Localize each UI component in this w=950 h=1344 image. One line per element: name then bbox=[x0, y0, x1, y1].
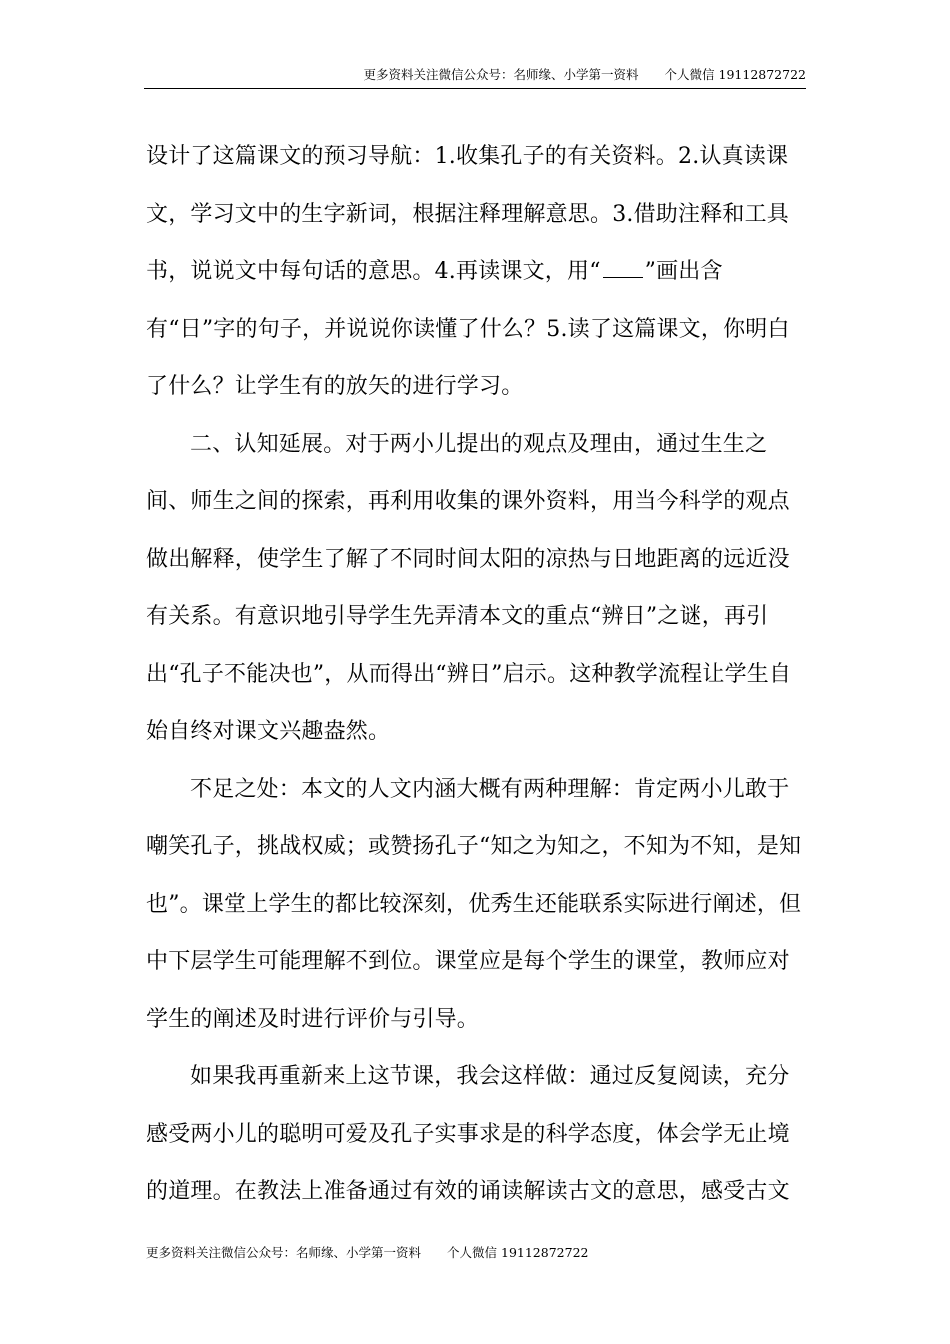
footer-contact-text: 个人微信 19112872722 bbox=[447, 1245, 589, 1260]
paragraph-cognitive-extension: 二、认知延展。对于两小儿提出的观点及理由，通过生生之间、师生之间的探索，再利用收集的课外资料，用当今科学的观点做出解释，使学生了解了不同时间太阳的凉热与日地距离的远近没有关系。有意识地引导学生先弄清本文的重点“辨日”之谜，再引出“孔子不能决也”，从而得出“辨日”启示。这种教学流程让学生自始自终对课文兴趣盎然。 bbox=[146, 431, 792, 744]
underline-blank bbox=[603, 259, 643, 278]
header-source-text: 更多资料关注微信公众号：名师缘、小学第一资料 bbox=[363, 67, 639, 82]
page-footer bbox=[146, 1244, 588, 1262]
paragraph-preview-guide bbox=[146, 128, 808, 416]
paragraph-preview-guide-part-2: ”画出含有“日”字的句子，并说说你读懂了什么？5.读了这篇课文，你明白了什么？让学生有的放矢的进行学习。 bbox=[146, 259, 790, 399]
paragraph-shortcomings: 不足之处：本文的人文内涵大概有两种理解：肯定两小儿敢于嘲笑孔子，挑战权威；或赞扬孔子“知之为知之，不知为不知，是知也”。课堂上学生的都比较深刻，优秀生还能联系实际进行阐述，但中下层学生可能理解不到位。课堂应是每个学生的课堂，教师应对学生的阐述及时进行评价与引导。 bbox=[146, 776, 802, 1032]
document-body bbox=[146, 128, 808, 1221]
footer-source-text: 更多资料关注微信公众号：名师缘、小学第一资料 bbox=[146, 1245, 422, 1260]
paragraph-improvement: 如果我再重新来上这节课，我会这样做：通过反复阅读，充分感受两小儿的聪明可爱及孔子实事求是的科学态度，体会学无止境的道理。在教法上准备通过有效的诵读解读古文的意思，感受古文 bbox=[146, 1064, 790, 1204]
page-header bbox=[144, 66, 806, 89]
paragraph-preview-guide-part-1: 设计了这篇课文的预习导航：1.收集孔子的有关资料。2.认真读课文，学习文中的生字新词，根据注释理解意思。3.借助注释和工具书，说说文中每句话的意思。4.再读课文，用“ bbox=[146, 144, 789, 284]
header-contact-text: 个人微信 19112872722 bbox=[664, 67, 806, 82]
